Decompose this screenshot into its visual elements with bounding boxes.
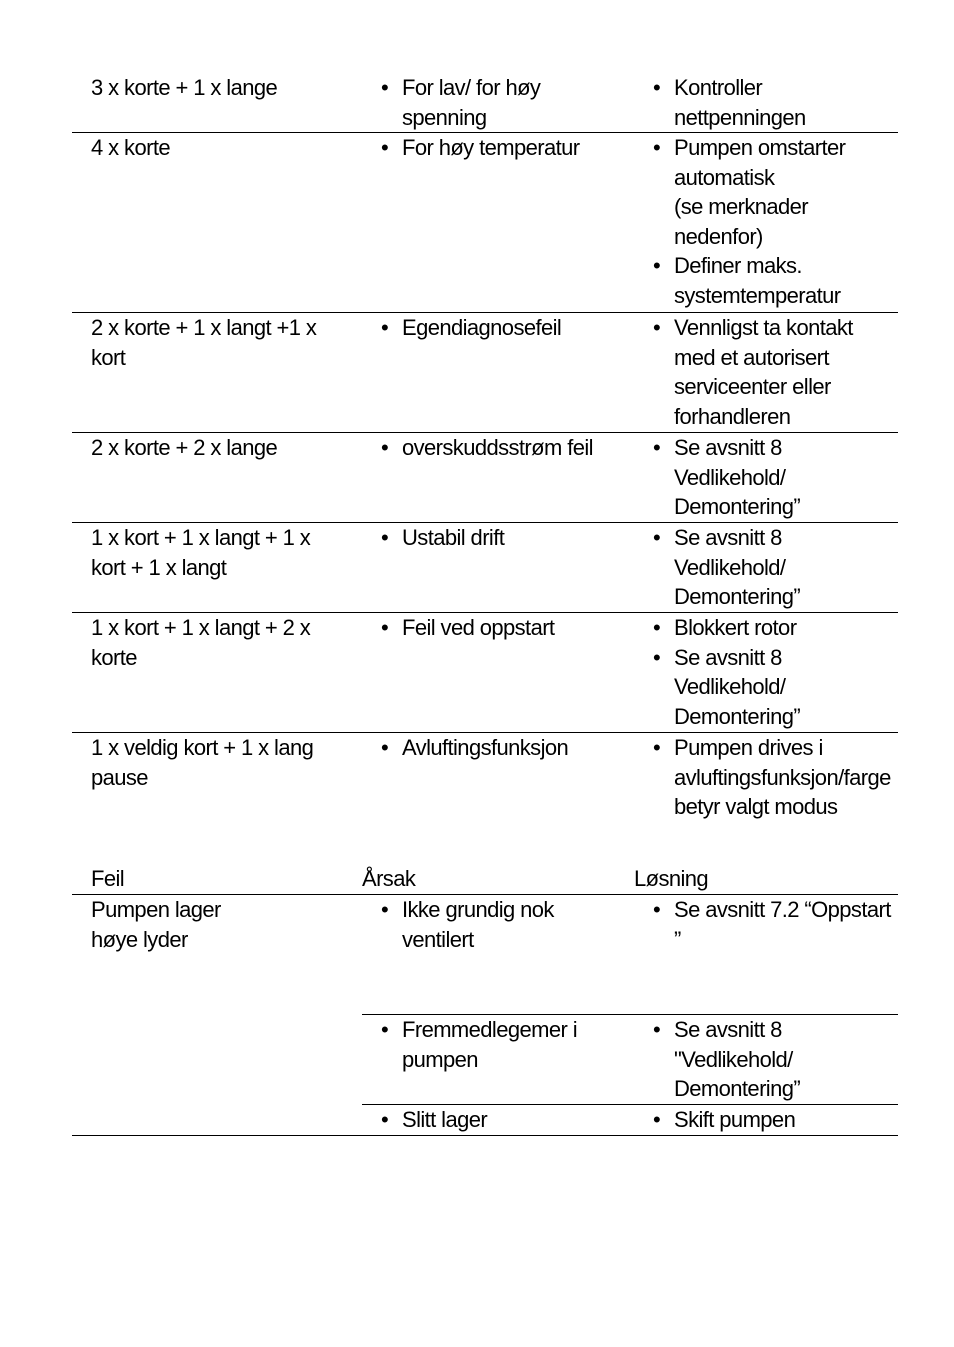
cause-item: • Feil ved oppstart — [362, 613, 634, 643]
table-row — [72, 433, 898, 523]
signal-text: 2 x korte + 2 x lange — [91, 435, 278, 460]
cause-cell — [362, 895, 634, 1015]
solution-cell — [634, 733, 898, 824]
solution-cell — [634, 895, 898, 1015]
signal-cell — [72, 613, 362, 733]
cause-item: • Ustabil drift — [362, 523, 634, 553]
header-fault: Feil — [72, 864, 362, 895]
cause-item: • For høy temperatur — [362, 133, 634, 163]
solution-cell — [634, 313, 898, 433]
fault-text: Pumpen lager høye lyder — [91, 897, 221, 952]
signal-text: 2 x korte + 1 x langt +1 x kort — [91, 315, 317, 370]
solution-cell — [634, 1105, 898, 1136]
cause-cell — [362, 523, 634, 613]
cause-item: • Fremmedlegemer i pumpen — [362, 1015, 634, 1074]
cause-item: • Slitt lager — [362, 1105, 634, 1135]
solution-cell — [634, 73, 898, 133]
signal-text: 3 x korte + 1 x lange — [91, 75, 278, 100]
solution-cell — [634, 613, 898, 733]
solution-item: • Skift pumpen — [634, 1105, 898, 1135]
fault-table — [72, 864, 898, 1136]
cause-item: • Avluftingsfunksjon — [362, 733, 634, 763]
solution-item: • Definer maks. systemtemperatur — [634, 251, 898, 310]
signal-table — [72, 73, 898, 823]
cause-cell — [362, 613, 634, 733]
table-row — [72, 313, 898, 433]
signal-cell — [72, 733, 362, 824]
solution-item: • Se avsnitt 8 Vedlikehold/ Demontering” — [634, 523, 898, 612]
solution-item: • Vennligst ta kontakt med et autorisert serviceenter eller forhandleren — [634, 313, 898, 431]
cause-item: • Ikke grundig nok ventilert — [362, 895, 634, 954]
solution-item: • Blokkert rotor — [634, 613, 898, 643]
solution-item: • Se avsnitt 8 "Vedlikehold/ Demontering” — [634, 1015, 898, 1104]
cause-cell — [362, 73, 634, 133]
cause-item: • overskuddsstrøm feil — [362, 433, 634, 463]
solution-item: • Se avsnitt 8 Vedlikehold/ Demontering” — [634, 433, 898, 522]
cause-cell — [362, 733, 634, 824]
signal-text: 1 x veldig kort + 1 x lang pause — [91, 735, 314, 790]
signal-text: 1 x kort + 1 x langt + 1 x kort + 1 x langt — [91, 525, 311, 580]
signal-cell — [72, 73, 362, 133]
solution-cell — [634, 523, 898, 613]
table-row — [72, 895, 898, 1015]
signal-cell — [72, 523, 362, 613]
solution-item: • Se avsnitt 8 Vedlikehold/ Demontering” — [634, 643, 898, 732]
table-row — [72, 733, 898, 824]
table-header-row — [72, 864, 898, 895]
cause-item: • Egendiagnosefeil — [362, 313, 634, 343]
table-row — [72, 613, 898, 733]
table-row — [72, 73, 898, 133]
cause-cell — [362, 1105, 634, 1136]
signal-cell — [72, 313, 362, 433]
solution-cell — [634, 1015, 898, 1105]
solution-item: • Pumpen omstarter automatisk (se merknader nedenfor) — [634, 133, 898, 251]
cause-cell — [362, 313, 634, 433]
solution-item: • Kontroller nettpenningen — [634, 73, 898, 132]
table-row — [72, 133, 898, 313]
cause-cell — [362, 433, 634, 523]
solution-cell — [634, 133, 898, 313]
header-solution: Løsning — [634, 864, 898, 895]
solution-cell — [634, 433, 898, 523]
fault-cell — [72, 895, 362, 1136]
signal-text: 1 x kort + 1 x langt + 2 x korte — [91, 615, 311, 670]
cause-cell — [362, 1015, 634, 1105]
table-row — [72, 523, 898, 613]
signal-cell — [72, 433, 362, 523]
signal-text: 4 x korte — [91, 135, 170, 160]
solution-item: • Se avsnitt 7.2 “Oppstart ” — [634, 895, 898, 954]
solution-item: • Pumpen drives i avluftingsfunksjon/farge betyr valgt modus — [634, 733, 898, 822]
signal-cell — [72, 133, 362, 313]
header-cause: Årsak — [362, 864, 634, 895]
cause-cell — [362, 133, 634, 313]
cause-item: • For lav/ for høy spenning — [362, 73, 634, 132]
